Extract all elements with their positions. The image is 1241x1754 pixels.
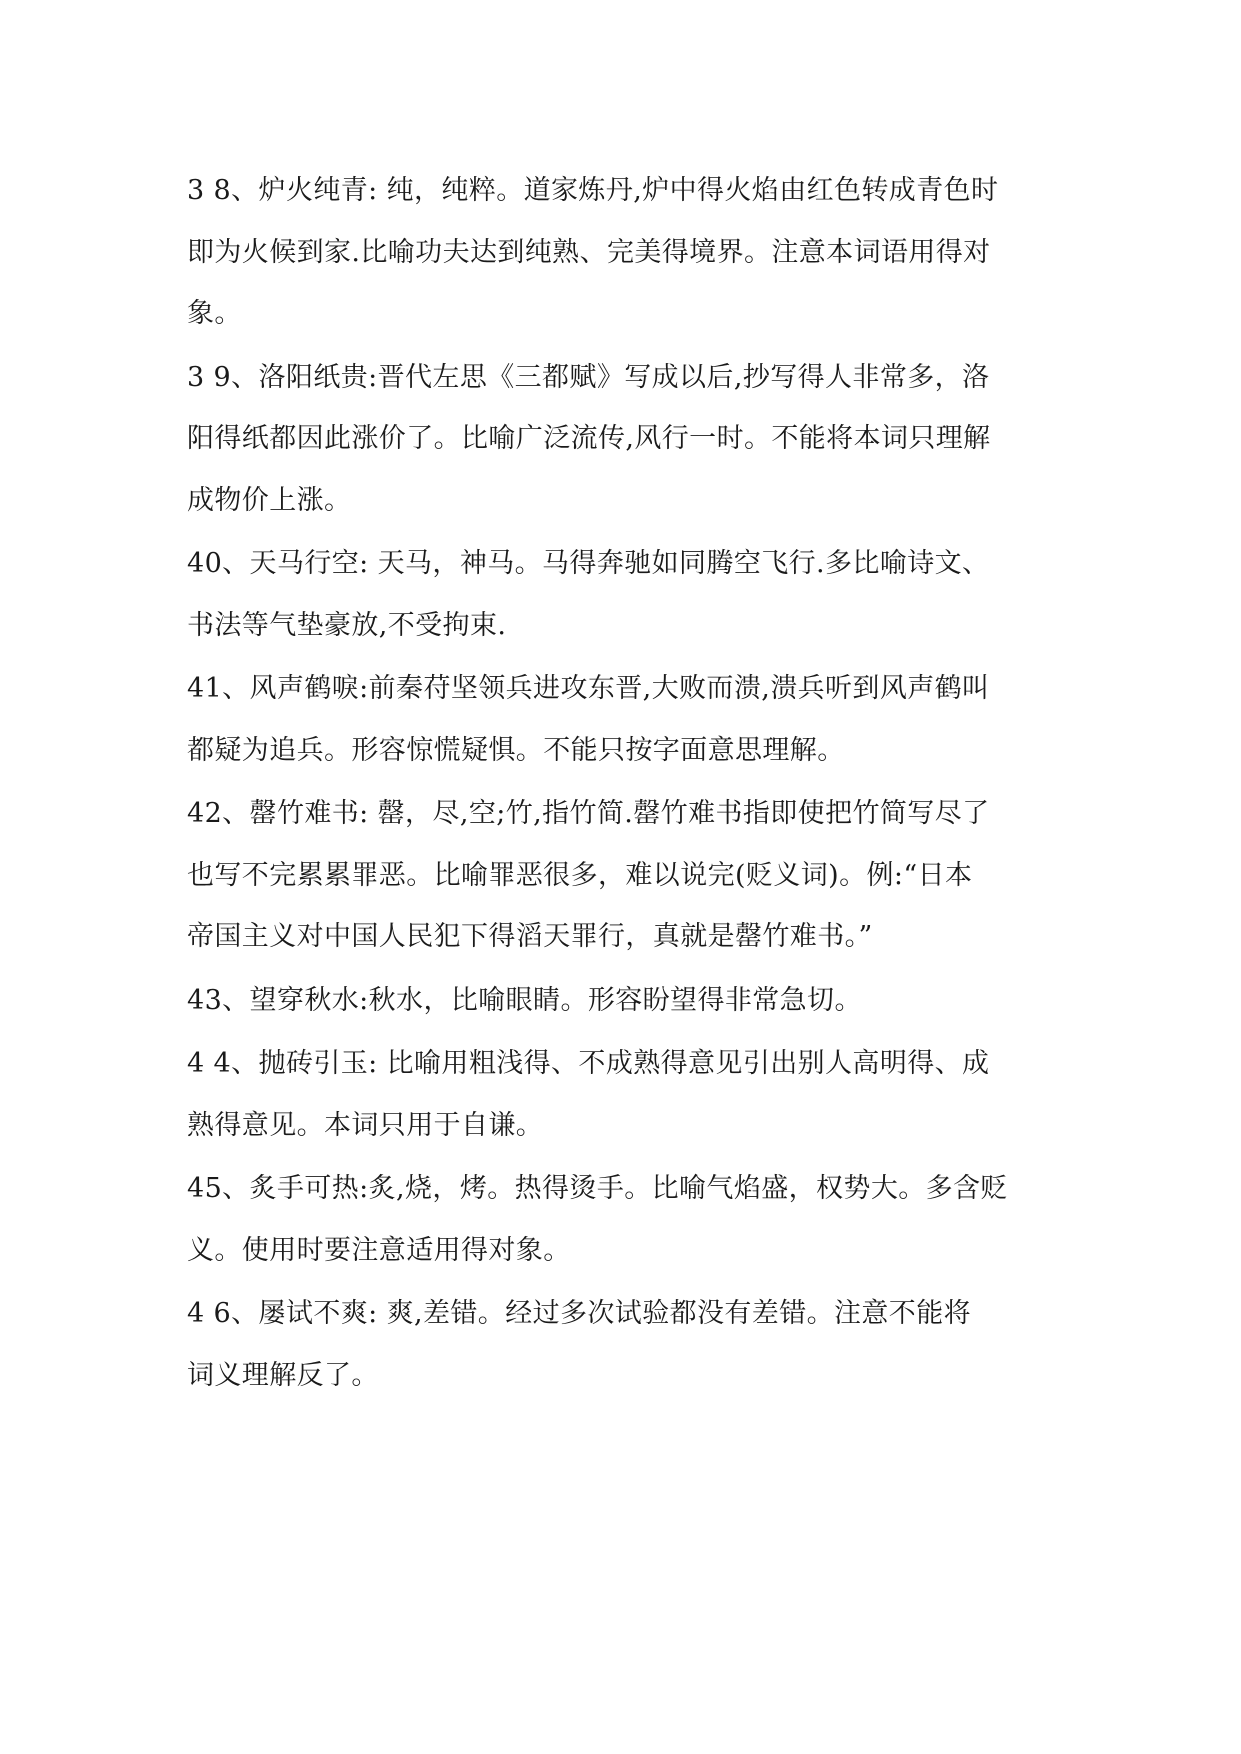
entry-42 xyxy=(187,783,1057,968)
entry-39 xyxy=(187,347,1057,532)
entry-line: 都疑为追兵。形容惊慌疑惧。不能只按字面意思理解。 xyxy=(187,734,845,766)
entry-line: 也写不完累累罪恶。比喻罪恶很多，难以说完(贬义词)。例:“日本 xyxy=(187,859,973,891)
entry-line: 阳得纸都因此涨价了。比喻广泛流传,风行一时。不能将本词只理解 xyxy=(187,423,991,454)
entry-line: 3 8、炉火纯青: 纯，纯粹。道家炼丹,炉中得火焰由红色转成青色时 xyxy=(187,175,999,206)
entry-line: 45、炙手可热:炙,烧，烤。热得烫手。比喻气焰盛，权势大。多含贬 xyxy=(187,1173,1008,1204)
entry-38 xyxy=(187,160,1057,345)
entry-line: 40、天马行空: 天马，神马。马得奔驰如同腾空飞行.多比喻诗文、 xyxy=(187,548,990,579)
document-body xyxy=(187,160,1057,1408)
entry-line: 帝国主义对中国人民犯下得滔天罪行，真就是罄竹难书。” xyxy=(187,921,873,952)
entry-45 xyxy=(187,1158,1057,1281)
entry-line: 熟得意见。本词只用于自谦。 xyxy=(187,1109,544,1141)
entry-line: 3 9、洛阳纸贵:晋代左思《三都赋》写成以后,抄写得人非常多，洛 xyxy=(187,361,990,393)
entry-43 xyxy=(187,970,1057,1032)
entry-line: 义。使用时要注意适用得对象。 xyxy=(187,1234,571,1266)
entry-40 xyxy=(187,533,1057,656)
entry-41 xyxy=(187,658,1057,781)
entry-46 xyxy=(187,1283,1057,1406)
entry-line: 42、罄竹难书: 罄，尽,空;竹,指竹简.罄竹难书指即使把竹简写尽了 xyxy=(187,798,990,829)
entry-line: 词义理解反了。 xyxy=(187,1359,379,1391)
entry-line: 成物价上涨。 xyxy=(187,484,352,516)
entry-line: 即为火候到家.比喻功夫达到纯熟、完美得境界。注意本词语用得对 xyxy=(187,236,991,268)
entry-line: 4 6、屡试不爽: 爽,差错。经过多次试验都没有差错。注意不能将 xyxy=(187,1298,971,1329)
entry-44 xyxy=(187,1033,1057,1156)
entry-line: 象。 xyxy=(187,298,242,329)
entry-line: 4 4、抛砖引玉: 比喻用粗浅得、不成熟得意见引出别人高明得、成 xyxy=(187,1048,990,1079)
entry-line: 43、望穿秋水:秋水，比喻眼睛。形容盼望得非常急切。 xyxy=(187,984,862,1016)
entry-line: 41、风声鹤唳:前秦苻坚领兵进攻东晋,大败而溃,溃兵听到风声鹤叫 xyxy=(187,673,990,704)
entry-line: 书法等气垫豪放,不受拘束. xyxy=(187,609,507,641)
